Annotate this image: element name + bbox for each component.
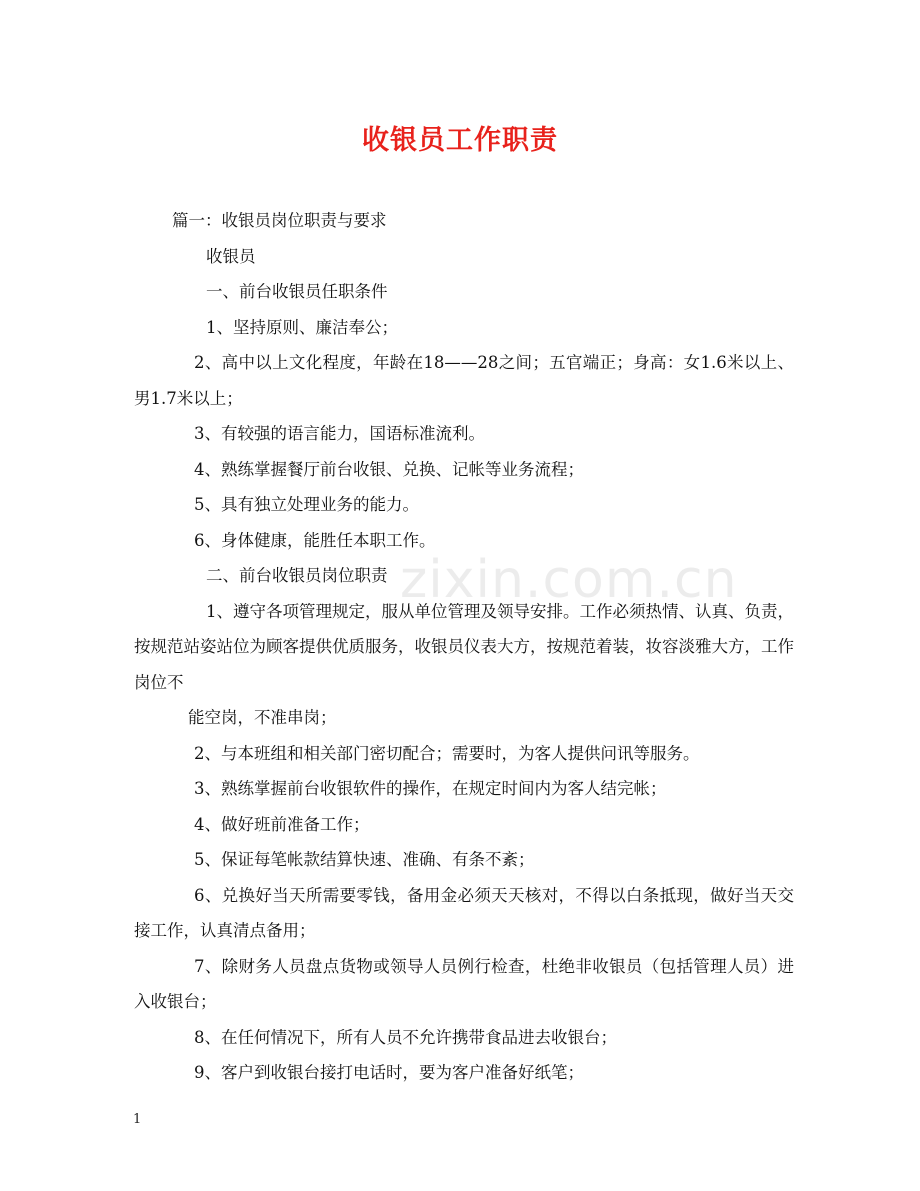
subsection-heading: 一、前台收银员任职条件 [206,282,388,301]
paragraph: 9、客户到收银台接打电话时，要为客户准备好纸笔； [194,1063,584,1082]
document-title: 收银员工作职责 [362,125,558,156]
paragraph: 6、身体健康，能胜任本职工作。 [194,530,436,550]
document-body [134,203,794,1091]
paragraph: 4、做好班前准备工作； [194,814,370,834]
section-heading-1: 篇一：收银员岗位职责与要求 [172,211,387,230]
paragraph: 5、保证每笔帐款结算快速、准确、有条不紊； [194,850,535,869]
paragraph: 5、具有独立处理业务的能力。 [194,495,419,514]
paragraph: 6、兑换好当天所需要零钱，备用金必须天天核对，不得以白条抵现，做好当天交接工作，认真清点备用； [134,885,794,940]
paragraph: 3、熟练掌握前台收银软件的操作，在规定时间内为客人结完帐； [194,779,667,798]
paragraph: 2、高中以上文化程度，年龄在18——28之间；五官端正；身高：女1.6米以上、男1.7米以上； [134,353,794,408]
paragraph: 8、在任何情况下，所有人员不允许携带食品进去收银台； [194,1027,617,1047]
subsection-heading: 二、前台收银员岗位职责 [206,566,388,585]
paragraph: 4、熟练掌握餐厅前台收银、兑换、记帐等业务流程； [194,459,584,479]
watermark: zixin.com.cn [400,550,738,610]
paragraph: 7、除财务人员盘点货物或领导人员例行检查，杜绝非收银员（包括管理人员）进入收银台； [134,956,794,1011]
page-number: 1 [133,1112,142,1127]
paragraph: 3、有较强的语言能力，国语标准流利。 [194,424,485,443]
paragraph: 1、坚持原则、廉洁奉公； [206,317,398,337]
paragraph: 1、遵守各项管理规定，服从单位管理及领导安排。工作必须热情、认真、负责，按规范站姿站位为顾客提供优质服务，收银员仪表大方，按规范着装，妆容淡雅大方，工作岗位不 [134,601,794,692]
paragraph: 收银员 [206,246,256,266]
paragraph: 能空岗，不准串岗； [188,708,337,727]
paragraph: 2、与本班组和相关部门密切配合；需要时，为客人提供问讯等服务。 [194,743,700,763]
